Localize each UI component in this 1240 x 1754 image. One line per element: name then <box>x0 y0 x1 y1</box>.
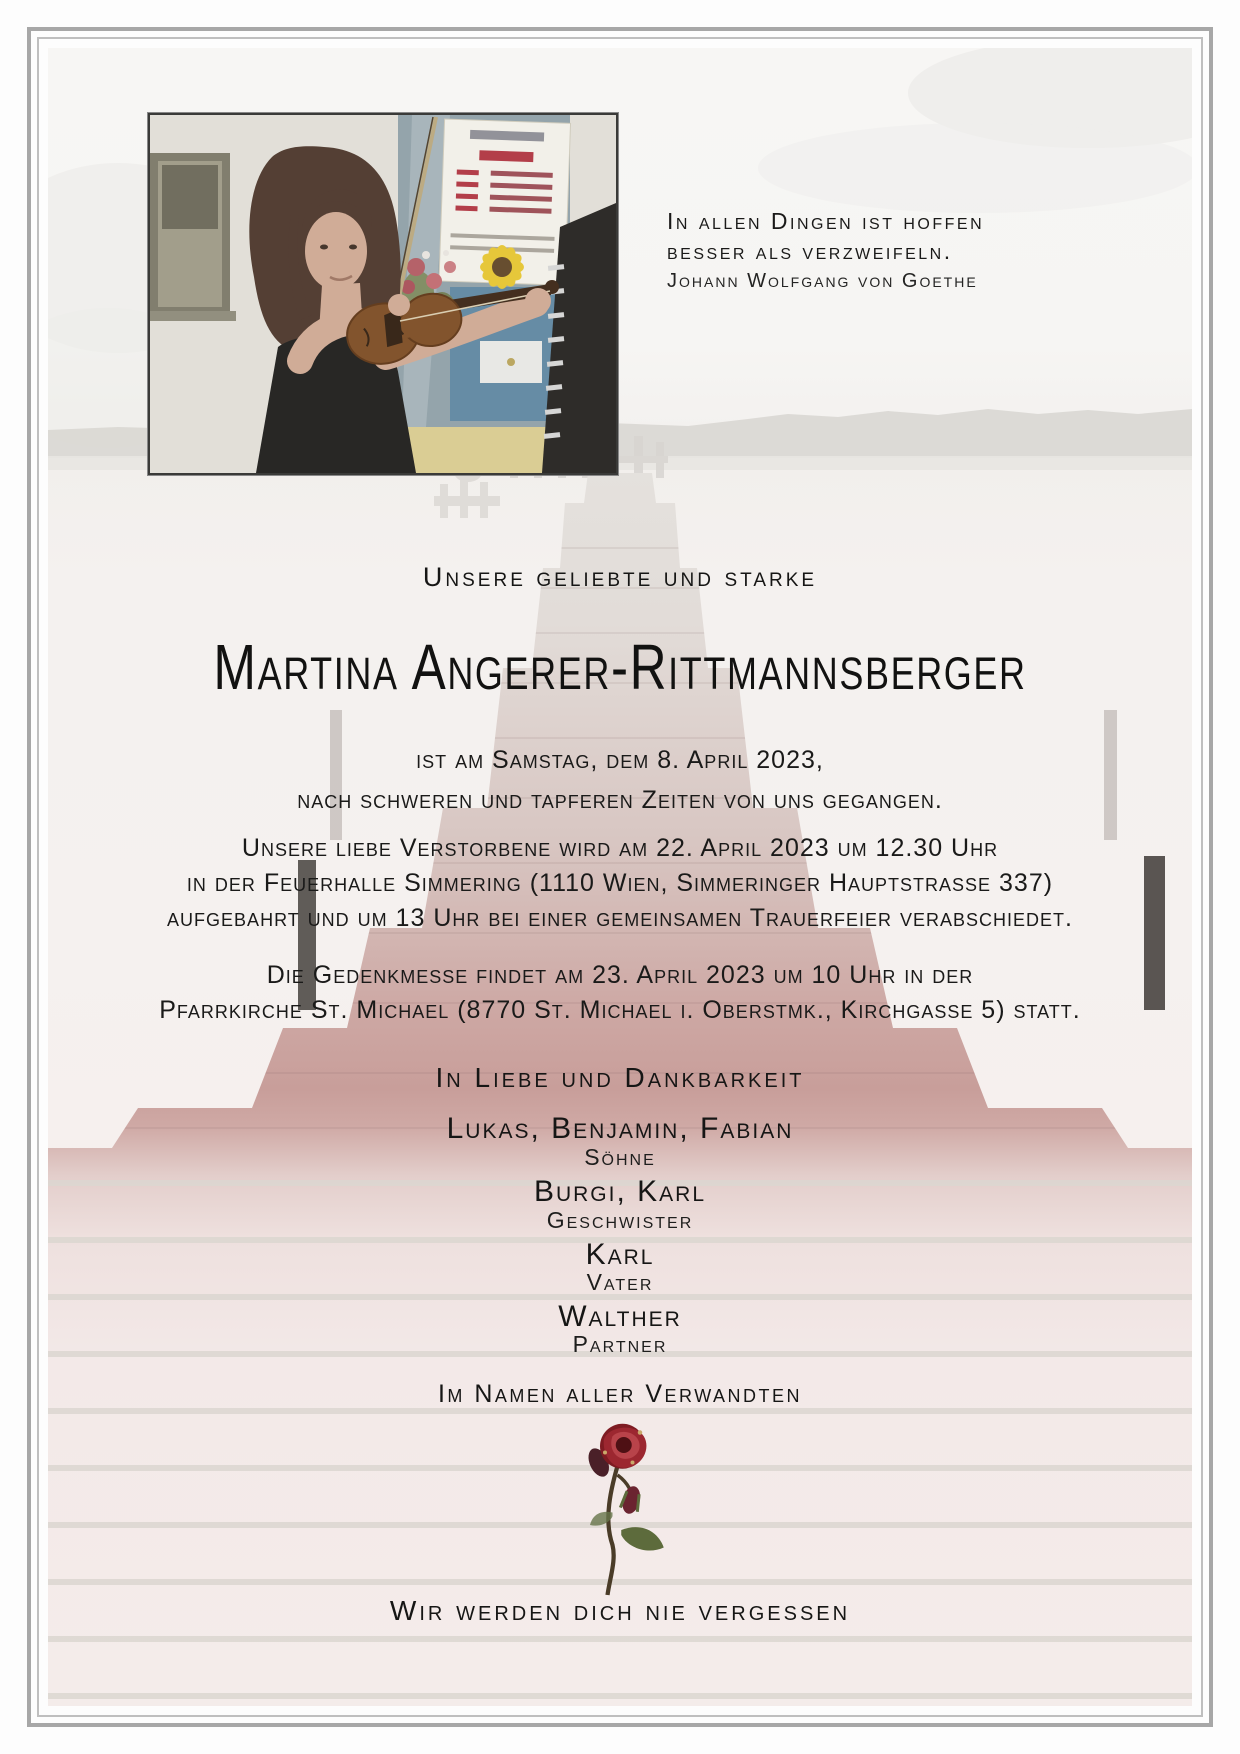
quote-line-1: In allen Dingen ist hoffen <box>667 208 985 234</box>
death-notice-line-2: nach schweren und tapferen Zeiten von uns gegangen. <box>297 786 943 814</box>
intro-line: Unsere geliebte und starke <box>422 562 818 592</box>
closing-line: Wir werden dich nie vergessen <box>389 1595 851 1626</box>
mourner-names: Lukas, Benjamin, Fabian <box>446 1112 794 1145</box>
on-behalf-line: Im Namen aller Verwandten <box>437 1380 803 1408</box>
rose-bloom <box>600 1424 646 1469</box>
memorial-mass-notice <box>48 958 1192 1028</box>
laying-out-line-3: aufgebahrt und um 13 Uhr bei einer gemeinsamen Trauerfeier verabschiedet. <box>167 904 1073 932</box>
quote-line-2: besser als verzweifeln. <box>667 238 953 264</box>
deceased-name: Martina Angerer-Rittmannsberger <box>213 631 1027 703</box>
death-notice-line-1: ist am Samstag, dem 8. April 2023, <box>416 746 824 774</box>
mourner-names: Walther <box>558 1300 682 1333</box>
laying-out-notice <box>48 831 1192 936</box>
quote-block <box>667 206 1137 296</box>
memorial-mass-line-2: Pfarrkirche St. Michael (8770 St. Michael i. Oberstmk., Kirchgasse 5) statt. <box>159 996 1081 1024</box>
death-notice <box>48 740 1192 820</box>
mourner-relation: Vater <box>586 1269 654 1295</box>
quote-attribution: Johann Wolfgang von Goethe <box>667 270 978 292</box>
mourner-names: Karl <box>585 1238 655 1271</box>
card-content <box>48 48 1192 1706</box>
mourner-names: Burgi, Karl <box>533 1175 707 1208</box>
memorial-mass-line-1: Die Gedenkmesse findet am 23. April 2023 um 10 Uhr in der <box>266 961 974 989</box>
portrait-photo <box>148 113 618 475</box>
mourner-relation: Partner <box>572 1331 668 1357</box>
mourner-relation: Söhne <box>584 1144 656 1170</box>
laying-out-line-2: in der Feuerhalle Simmering (1110 Wien, Simmeringer Hauptstrasse 337) <box>186 869 1054 897</box>
mourner-relation: Geschwister <box>546 1207 694 1233</box>
farewell-heading: In Liebe und Dankbarkeit <box>435 1062 805 1093</box>
laying-out-line-1: Unsere liebe Verstorbene wird am 22. April 2023 um 12.30 Uhr <box>241 834 999 862</box>
rose-icon <box>545 1420 695 1605</box>
violinist-portrait-illustration <box>150 115 616 473</box>
